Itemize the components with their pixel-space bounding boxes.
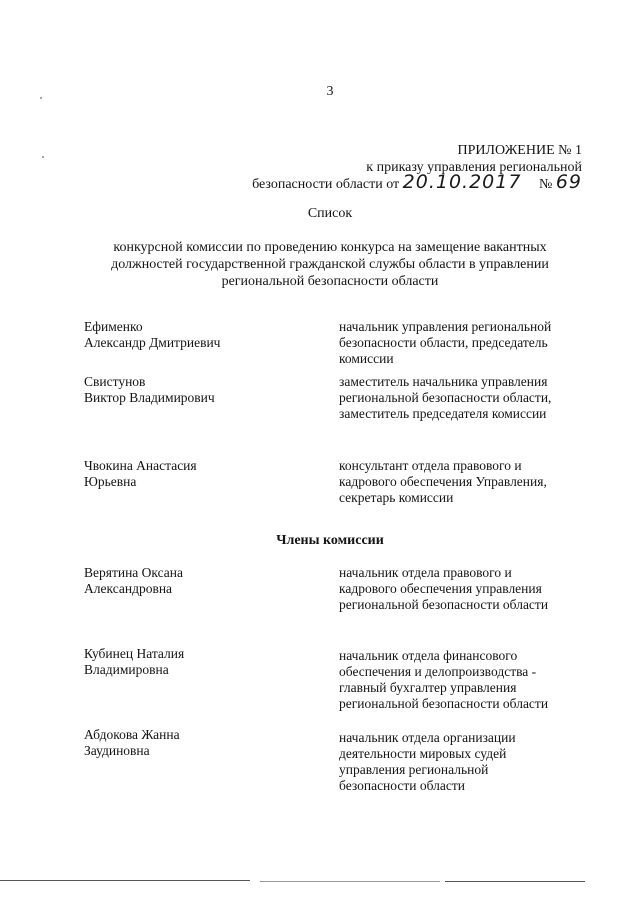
appendix-title: ПРИЛОЖЕНИЕ № 1 — [457, 143, 582, 158]
name-line: Александр Дмитриевич — [84, 335, 221, 350]
name-line: Чвокина Анастасия — [84, 458, 197, 473]
role-line: безопасности области, председатель — [339, 335, 548, 350]
role-line: деятельности мировых судей — [339, 746, 507, 761]
role-line: кадрового обеспечения управления — [339, 581, 542, 596]
name-line: Виктор Владимирович — [84, 390, 215, 405]
role-line: кадрового обеспечения Управления, — [339, 474, 547, 489]
role-line: главный бухгалтер управления — [339, 680, 517, 695]
role-line: консультант отдела правового и — [339, 458, 522, 473]
subtitle-line: конкурсной комиссии по проведению конкурса на замещение вакантных — [113, 240, 547, 255]
member-name — [84, 458, 304, 490]
member-name — [84, 646, 304, 678]
page-number: 3 — [326, 84, 334, 99]
role-line: заместитель начальника управления — [339, 374, 548, 389]
appendix-date-line — [200, 171, 582, 193]
member-role — [339, 648, 584, 712]
name-line: Кубинец Наталия — [84, 646, 185, 661]
appendix-date-prefix: безопасности области от — [252, 177, 400, 192]
name-line: Юрьевна — [84, 474, 137, 489]
role-line: региональной безопасности области — [339, 696, 549, 711]
member-name — [84, 319, 304, 351]
role-line: начальник управления региональной — [339, 319, 552, 334]
name-line: Владимировна — [84, 662, 169, 677]
name-line: Александровна — [84, 581, 173, 596]
role-line: региональной безопасности области, — [339, 390, 552, 405]
scan-speck — [40, 97, 42, 99]
subtitle-line: региональной безопасности области — [221, 274, 439, 289]
appendix-order-line: к приказу управления региональной — [366, 160, 582, 175]
role-line: обеспечения и делопроизводства - — [339, 664, 537, 679]
role-line: региональной безопасности области — [339, 597, 549, 612]
role-line: начальник отдела правового и — [339, 565, 512, 580]
document-heading: Список — [307, 206, 353, 221]
scan-edge-line — [445, 881, 585, 882]
number-label: № — [538, 177, 553, 192]
name-line: Верятина Оксана — [84, 565, 184, 580]
role-line: безопасности области — [339, 778, 465, 793]
member-name — [84, 565, 304, 597]
name-line: Заудиновна — [84, 743, 150, 758]
handwritten-number: 69 — [555, 171, 582, 193]
scan-edge-line — [0, 880, 250, 881]
member-role — [339, 319, 584, 367]
name-line: Абдокова Жанна — [84, 727, 180, 742]
member-role — [339, 565, 584, 613]
member-name — [84, 374, 304, 406]
member-role — [339, 730, 584, 794]
role-line: секретарь комиссии — [339, 490, 454, 505]
member-role — [339, 458, 584, 506]
role-line: начальник отдела организации — [339, 730, 516, 745]
role-line: управления региональной — [339, 762, 489, 777]
role-line: комиссии — [339, 351, 394, 366]
role-line: заместитель председателя комиссии — [339, 406, 547, 421]
name-line: Ефименко — [84, 319, 143, 334]
member-role — [339, 374, 584, 422]
document-subtitle — [60, 239, 600, 290]
member-name — [84, 727, 304, 759]
handwritten-date: 20.10.2017 — [402, 171, 522, 193]
role-line: начальник отдела финансового — [339, 648, 518, 663]
name-line: Свистунов — [84, 374, 146, 389]
scan-speck — [42, 156, 44, 158]
scan-edge-line — [260, 881, 440, 882]
subtitle-line: должностей государственной гражданской службы области в управлении — [111, 257, 549, 272]
members-heading: Члены комиссии — [276, 533, 384, 548]
